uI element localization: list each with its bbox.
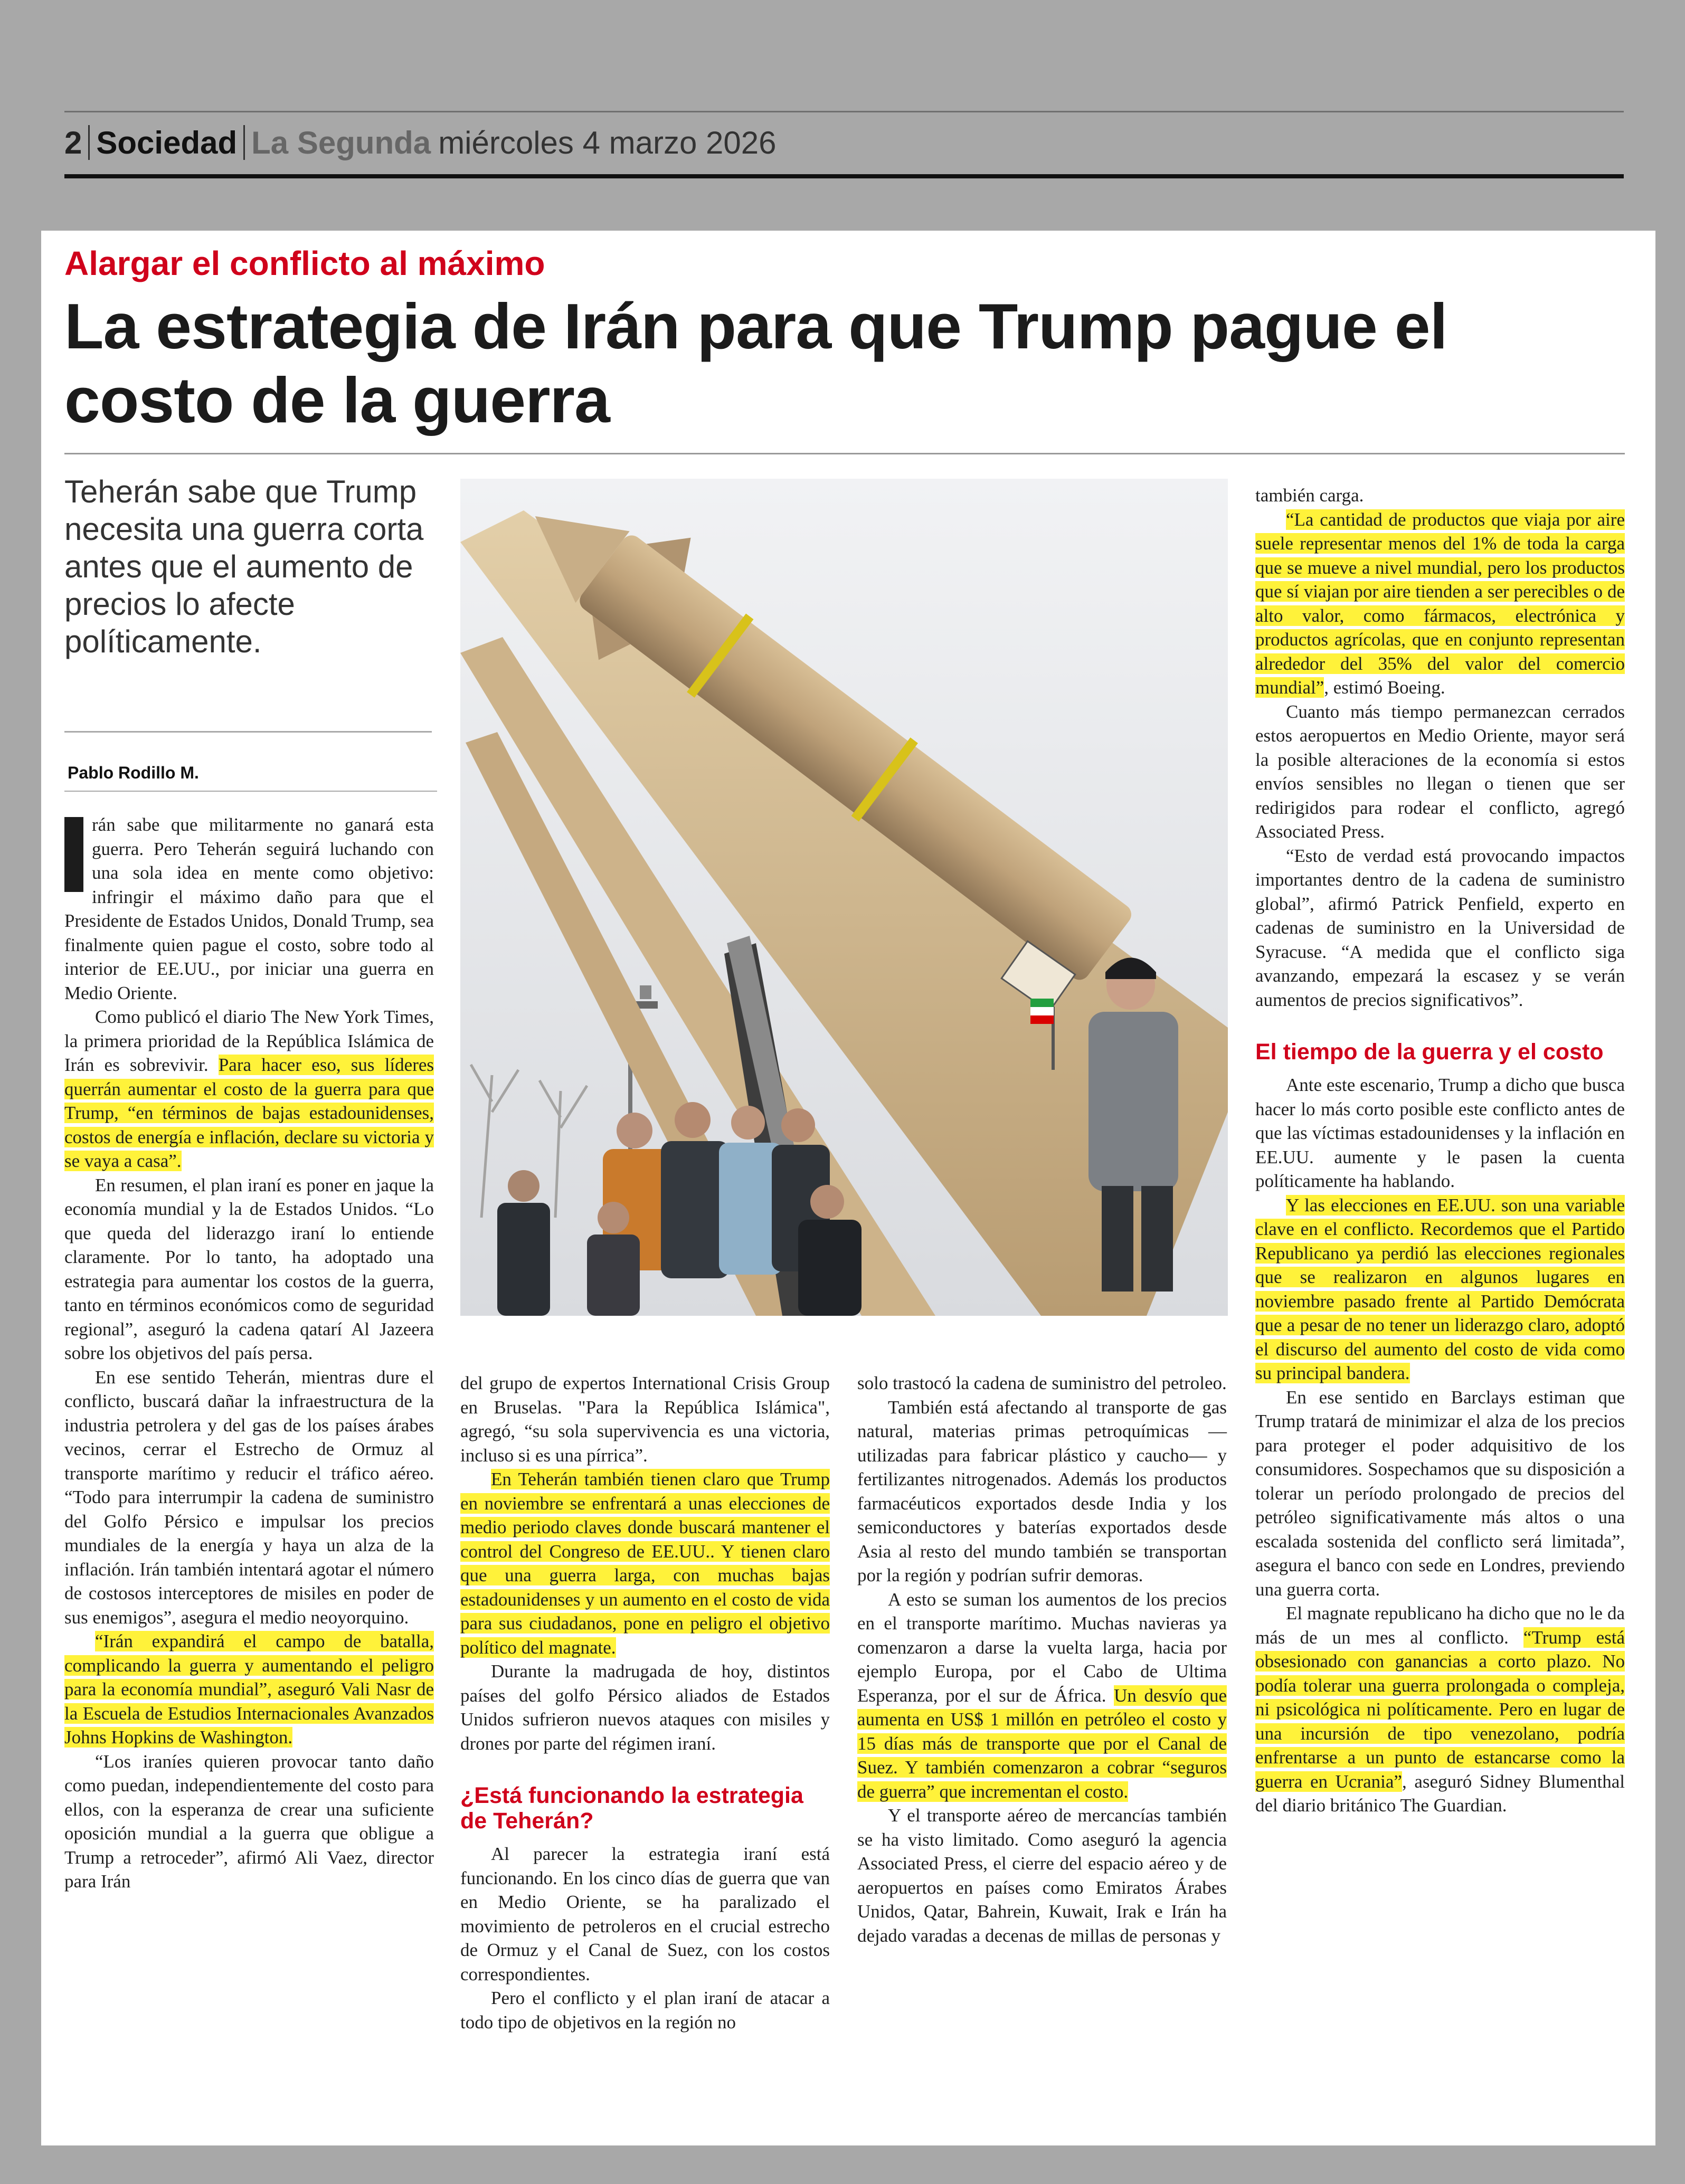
article-paragraph: Cuanto más tiempo permanezcan cerrados estos aeropuertos en Medio Oriente, mayor será la posible alteraciones de la economía si estos envíos sensibles no llegan o tienen que ser redirigidos para rodear el conflicto, agregó Associated Press. <box>1255 701 1625 842</box>
article-headline: La estrategia de Irán para que Trump pague el costo de la guerra <box>64 290 1447 436</box>
article-paragraph: del grupo de expertos International Crisis Group en Bruselas. "Para la República Islámica", agregó, “su sola supervivencia es una victoria, incluso si es una pírrica”. <box>460 1373 830 1466</box>
section-subheading: ¿Está funcionando la estrategia de Teherán? <box>460 1783 803 1834</box>
highlighted-text: Un desvío que aumenta en US$ 1 millón en petróleo el costo y 15 días más de transporte que por el Canal de Suez. Y también comenzaron a cobrar “seguros de guerra” que incrementan el costo. <box>857 1685 1227 1802</box>
headline-rule <box>64 453 1625 454</box>
article-paragraph: “Los iraníes quieren provocar tanto daño como puedan, independientemente del costo para ellos, con la esperanza de crear una suficiente oposición mundial a la guerra que obligue a Trump a retroceder”, afirmó Ali Vaez, director para Irán <box>64 1751 434 1892</box>
article-paragraph: “La cantidad de productos que viaja por aire suele representar menos del 1% de toda la carga que se mueve a nivel mundial, pero los productos que sí viajan por aire tienden a ser perecibles o de alto valor, como fármacos, electrónica y productos agrícolas, que en conjunto representan alrededor del 35% del valor del comercio mundial”, estimó Boeing. <box>1255 509 1625 698</box>
missile-launcher-photo <box>460 479 1228 1316</box>
page-number: 2 <box>64 125 82 160</box>
article-paragraph: En ese sentido en Barclays estiman que Trump tratará de minimizar el alza de los precios para proteger el poder adquisitivo de los consumidores. Sospechamos que su disposición a tolerar un período prolongado de precios del petróleo significativamente más altos o una escalada sostenida del conflicto será limitada”, asegura el banco con sede en Londres, previendo una guerra corta. <box>1255 1387 1625 1600</box>
photo-illustration <box>460 479 1228 1316</box>
article-paragraph: En ese sentido Teherán, mientras dure el conflicto, buscará dañar la infraestructura de la industria petrolera y del gas de los países árabes vecinos, cerrar el Estrecho de Ormuz al transporte marítimo y reducir el tráfico aéreo. “Todo para interrumpir la cadena de suministro del Golfo Pérsico e impulsar los precios mundiales de la energía y haya un alza de la inflación. Irán también intentará agotar el número de costosos interceptores de misiles en poder de sus enemigos”, asegura el medio neoyorquino. <box>64 1366 434 1628</box>
highlighted-text: “La cantidad de productos que viaja por aire suele representar menos del 1% de toda la carga que se mueve a nivel mundial, pero los productos que sí viajan por aire tienden a ser perecibles o de alto valor, como fármacos, electrónica y productos agrícolas, que en conjunto representan alrededor del 35% del valor del comercio mundial” <box>1255 509 1625 698</box>
highlighted-text: En Teherán también tienen claro que Trump en noviembre se enfrentará a unas elecciones de medio periodo claves donde buscará mantener el control del Congreso de EE.UU.. Y tienen claro que una guerra larga, con muchas bajas estadounidenses y un aumento en el costo de vida para sus ciudadanos, pone en peligro el objetivo político del magnate. <box>460 1469 830 1658</box>
article-paragraph <box>460 1467 830 1659</box>
header-divider <box>243 125 245 160</box>
article-column-2 <box>460 1371 830 2034</box>
article-paragraph: Y el transporte aéreo de mercancías también se ha visto limitado. Como aseguró la agencia Associated Press, el cierre del espacio aéreo y de aeropuertos en países como Emiratos Árabes Unidos, Qatar, Bahrein, Kuwait, Irak e Irán ha dejado varadas a decenas de millas de personas y <box>857 1805 1227 1946</box>
issue-date: miércoles 4 marzo 2026 <box>438 125 777 160</box>
article-paragraph: También está afectando al transporte de gas natural, materias primas petroquímicas —utilizadas para fabricar plástico y caucho— y fertilizantes nitrogenados. Además los productos farmacéuticos exportados desde India y los semiconductores y baterías exportados desde Asia al resto del mundo también se transportan por la región y podrían sufrir demoras. <box>857 1397 1227 1585</box>
header-bottom-rule <box>64 174 1624 178</box>
article-column-1 <box>64 813 434 1894</box>
article-deck: Teherán sabe que Trump necesita una guerra corta antes que el aumento de precios lo afecte políticamente. <box>64 474 424 659</box>
byline-rule <box>64 791 437 792</box>
byline: Pablo Rodillo M. <box>68 763 199 782</box>
header-top-rule <box>64 111 1624 112</box>
section-name: Sociedad <box>96 125 238 160</box>
section-subheading: El tiempo de la guerra y el costo <box>1255 1039 1604 1065</box>
article-paragraph: rán sabe que militarmente no ganará esta guerra. Pero Teherán seguirá luchando con una sola idea en mente como objetivo: infringir el máximo daño para que el Presidente de Estados Unidos, Donald Trump, sea finalmente quien pague el costo, sobre todo al interior de EE.UU., por iniciar una guerra en Medio Oriente. <box>64 814 434 1003</box>
highlighted-text: “Irán expandirá el campo de batalla, complicando la guerra y aumentando el peligro para la economía mundial”, aseguró Vali Nasr de la Escuela de Estudios Internacionales Avanzados Johns Hopkins de Washington. <box>64 1631 434 1748</box>
publication-name: La Segunda <box>251 125 431 160</box>
article-paragraph: “Esto de verdad está provocando impactos importantes dentro de la cadena de suministro global”, afirmó Patrick Penfield, experto en cadenas de suministro en la Universidad de Syracuse. “A medida que el conflicto siga avanzando, empezará la escasez y se verán aumentos de precios significativos”. <box>1255 845 1625 1010</box>
article-paragraph: también carga. <box>1255 485 1364 506</box>
highlighted-text: Y las elecciones en EE.UU. son una variable clave en el conflicto. Recordemos que el Partido Republicano ya perdió las elecciones regionales que se realizaron en algunos lugares en noviembre pasado frente al Partido Demócrata que a pesar de no tener un liderazgo claro, adoptó el discurso del aumento del costo de vida como su principal bandera. <box>1255 1194 1625 1383</box>
article-paragraph: A esto se suman los aumentos de los precios en el transporte marítimo. Muchas navieras ya comenzaron a darse la vuelta larga, hacia por ejemplo Europa, por el Cabo de Ultima Esperanza, por el sur de África. Un desvío que aumenta en US$ 1 millón en petróleo el costo y 15 días más de transporte que por el Canal de Suez. Y también comenzaron a cobrar “seguros de guerra” que incrementan el costo. <box>857 1589 1227 1802</box>
article-paragraph: Pero el conflicto y el plan iraní de atacar a todo tipo de objetivos en la región no <box>460 1988 830 2033</box>
page-header <box>64 115 776 170</box>
highlighted-text: Para hacer eso, sus líderes querrán aumentar el costo de la guerra para que Trump, “en términos de bajas estadounidenses, costos de energía e inflación, declare su victoria y se vaya a casa”. <box>64 1055 434 1171</box>
article-paragraph: En resumen, el plan iraní es poner en jaque la economía mundial y la de Estados Unidos. “Lo que queda del liderazgo iraní lo entiende claramente. Por lo tanto, ha adoptado una estrategia para aumentar los costos de la guerra, tanto en términos económicos como de seguridad regional”, aseguró la cadena qatarí Al Jazeera sobre los objetivos del país persa. <box>64 1174 434 1363</box>
header-divider <box>88 125 90 160</box>
deck-rule <box>64 731 432 733</box>
article-paragraph: Durante la madrugada de hoy, distintos países del golfo Pérsico aliados de Estados Unidos sufrieron nuevos ataques con misiles y drones por parte del régimen iraní. <box>460 1661 830 1754</box>
article-column-4 <box>1255 483 1625 1818</box>
highlighted-text: “Trump está obsesionado con ganancias a corto plazo. No podía tolerar una guerra prolongada o compleja, ni psicológica ni políticamente. Pero en lugar de una incursión de tipo venezolano, podría enfrentarse a un punto de estancarse como la guerra en Ucrania” <box>1255 1627 1625 1792</box>
article-paragraph: Al parecer la estrategia iraní está funcionando. En los cinco días de guerra que van en Medio Oriente, se ha paralizado el movimiento de petroleros en el crucial estrecho de Ormuz y el Canal de Suez, con los costos correspondientes. <box>460 1844 830 1984</box>
article-paragraph: Como publicó el diario The New York Times, la primera prioridad de la República Islámica de Irán es sobrevivir. Para hacer eso, sus líderes querrán aumentar el costo de la guerra para que Trump, “en términos de bajas estadounidenses, costos de energía e inflación, declare su victoria y se vaya a casa”. <box>64 1006 434 1171</box>
article-column-3 <box>857 1371 1227 1948</box>
article-paragraph <box>64 1629 434 1750</box>
drop-cap-bar <box>64 817 83 892</box>
article-paragraph: El magnate republicano ha dicho que no le da más de un mes al conflicto. “Trump está obsesionado con ganancias a corto plazo. No podía tolerar una guerra prolongada o compleja, ni psicológica ni políticamente. Pero en lugar de una incursión de tipo venezolano, podría enfrentarse a un punto de estancarse como la guerra en Ucrania”, aseguró Sidney Blumenthal del diario británico The Guardian. <box>1255 1603 1625 1816</box>
article-paragraph: Ante este escenario, Trump a dicho que busca hacer lo más corto posible este conflicto antes de que las víctimas estadounidenses y la inflación en EE.UU. aumente y le pasen la cuenta políticamente ha hablando. <box>1255 1075 1625 1191</box>
article-paragraph: solo trastocó la cadena de suministro del petroleo. <box>857 1373 1227 1393</box>
article-kicker: Alargar el conflicto al máximo <box>64 244 545 282</box>
article-paragraph <box>1255 1193 1625 1385</box>
